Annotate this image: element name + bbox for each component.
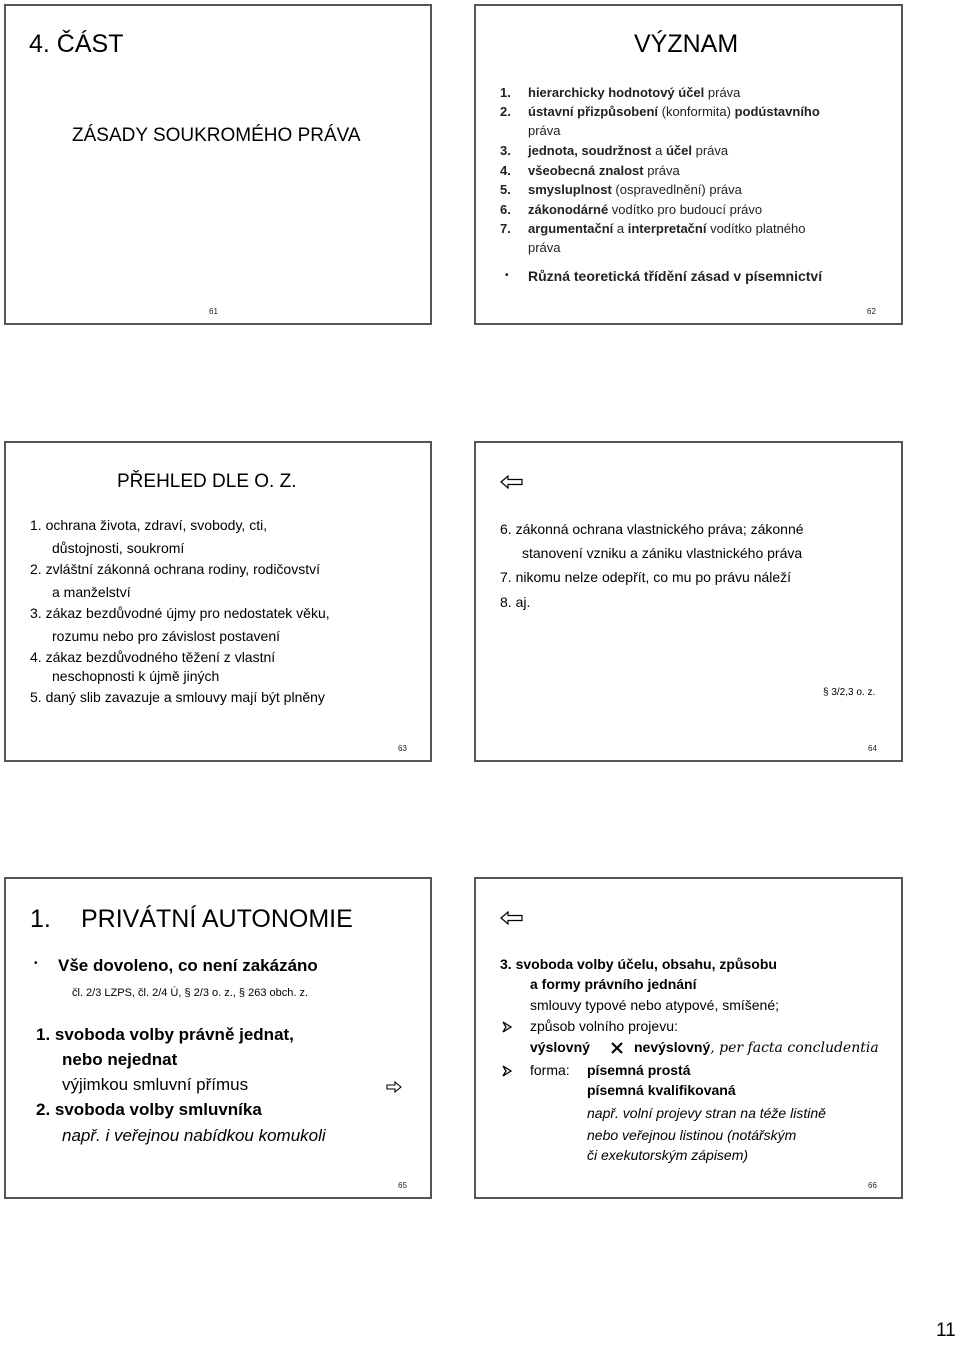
slide-number: 61 [209,307,218,316]
list-item-text: práva [704,85,741,100]
list-item: 4. zákaz bezdůvodného těžení z vlastní [30,649,276,665]
list-item-text: smysluplnost [528,182,612,197]
list-item-text: hierarchicky hodnotový účel [528,85,705,100]
slide-number: 65 [398,1181,407,1190]
list-item: 6. zákonná ochrana vlastnického práva; zákonné [500,521,804,537]
citation: čl. 2/3 LZPS, čl. 2/4 Ú, § 2/3 o. z., § 263 obch. z. [72,987,309,999]
slide-title-number: 1. [30,905,51,933]
principle-3-cont: a formy právního jednání [530,976,697,992]
list-number: 6. [500,202,511,217]
list-item-text: interpretační [627,221,707,236]
implicit-latin: , per facta concludentia [710,1040,879,1056]
list-item-text: a [613,221,628,236]
list-item-text: podústavního [734,104,820,119]
list-number: 4. [500,163,511,178]
slide-title: VÝZNAM [634,30,739,58]
list-item-text: všeobecná znalost [528,163,644,178]
reference-value: 3/2,3 o. z. [831,687,876,698]
list-number: 1. [500,85,511,100]
slide-62 [474,4,903,325]
list-item: důstojnosti, soukromí [52,540,185,556]
list-number: 3. [500,143,511,158]
bullet-text: Vše dovoleno, co není zakázáno [58,956,318,975]
list-item: 2. zvláštní zákonná ochrana rodiny, rodičovství [30,561,321,577]
expression-label: způsob volního projevu: [530,1018,678,1034]
list-item-text: práva [643,163,680,178]
example-line: nebo veřejnou listinou (notářským [587,1127,797,1143]
list-item [500,221,806,236]
part-heading: 4. ČÁST [29,30,124,58]
list-item: stanovení vzniku a zániku vlastnického práva [522,545,803,561]
slide-number: 64 [868,744,877,753]
slide-66 [474,877,903,1199]
list-item-text: vodítko platného [706,221,806,236]
contract-types: smlouvy typové nebo atypové, smíšené; [530,997,780,1013]
slide-63 [4,441,432,762]
implicit-term: nevýslovný [634,1039,711,1055]
list-item: 5. daný slib zavazuje a smlouvy mají být plněny [30,689,325,705]
cross-icon [611,1042,623,1054]
left-arrow-icon [500,911,524,925]
slide-64 [474,441,903,762]
list-item-text: argumentační [528,221,614,236]
list-item [500,104,820,119]
list-item: 1. ochrana života, zdraví, svobody, cti, [30,517,268,533]
principle-2-example: např. i veřejnou nabídkou komukoli [62,1126,326,1145]
slide-title: PRIVÁTNÍ AUTONOMIE [81,905,353,933]
explicit-label: výslovný [530,1039,590,1055]
list-item-text: vodítko pro budoucí právo [608,202,763,217]
reference-text [823,687,875,698]
list-item-text: jednota, soudržnost [528,143,652,158]
list-item: rozumu nebo pro závislost postavení [52,628,281,644]
list-item [500,163,680,178]
principle-1-cont: nebo nejednat [62,1050,178,1069]
list-item: 8. aj. [500,594,531,610]
list-item-text: účel [665,143,692,158]
slide-61 [4,4,432,325]
list-item-cont: práva [528,240,561,255]
principle-1: 1. svoboda volby právně jednat, [36,1025,294,1044]
slide-65 [4,877,432,1199]
list-item [500,182,742,197]
list-item [500,85,740,100]
principle-1-exception: výjimkou smluvní přímus [62,1075,249,1094]
arrowhead-bullet-icon [502,1021,512,1033]
bullet-icon: • [505,270,509,281]
form-simple: písemná prostá [587,1062,691,1078]
list-number: 7. [500,221,511,236]
list-item [500,143,728,158]
principle-3: 3. svoboda volby účelu, obsahu, způsobu [500,956,777,972]
list-item-text: a [651,143,666,158]
slide-number: 63 [398,744,407,753]
slide-subtitle: ZÁSADY SOUKROMÉHO PRÁVA [72,125,361,146]
left-arrow-icon [500,475,524,489]
list-item-text: (konformita) [658,104,735,119]
list-item-text: (ospravedlnění) práva [611,182,742,197]
slide-title: PŘEHLED DLE O. Z. [117,471,297,492]
example-line: např. volní projevy stran na téže listině [587,1105,826,1121]
list-item: neschopnosti k újmě jiných [52,668,220,684]
list-number: 2. [500,104,511,119]
list-item: 7. nikomu nelze odepřít, co mu po právu náleží [500,569,792,585]
list-item: a manželství [52,584,131,600]
form-label: forma: [530,1062,570,1078]
right-arrow-icon [386,1081,403,1093]
list-item-cont: práva [528,123,561,138]
list-item: 3. zákaz bezdůvodné újmy pro nedostatek věku, [30,605,330,621]
principle-2: 2. svoboda volby smluvníka [36,1100,262,1119]
implicit-label [634,1039,879,1056]
bullet-icon: • [34,958,38,969]
form-qualified: písemná kvalifikovaná [587,1082,736,1098]
list-item-text: ústavní přizpůsobení [528,104,659,119]
list-number: 5. [500,182,511,197]
example-line: či exekutorským zápisem) [587,1147,749,1163]
list-item [500,202,762,217]
list-item-text: práva [691,143,729,158]
slide-number: 66 [868,1181,877,1190]
arrowhead-bullet-icon [502,1065,512,1077]
list-item-text: zákonodárné [528,202,609,217]
slide-number: 62 [867,307,876,316]
section-icon: § [823,687,829,698]
page-number: 11 [936,1320,956,1341]
bullet-text: Různá teoretická třídění zásad v písemnictví [528,268,823,284]
